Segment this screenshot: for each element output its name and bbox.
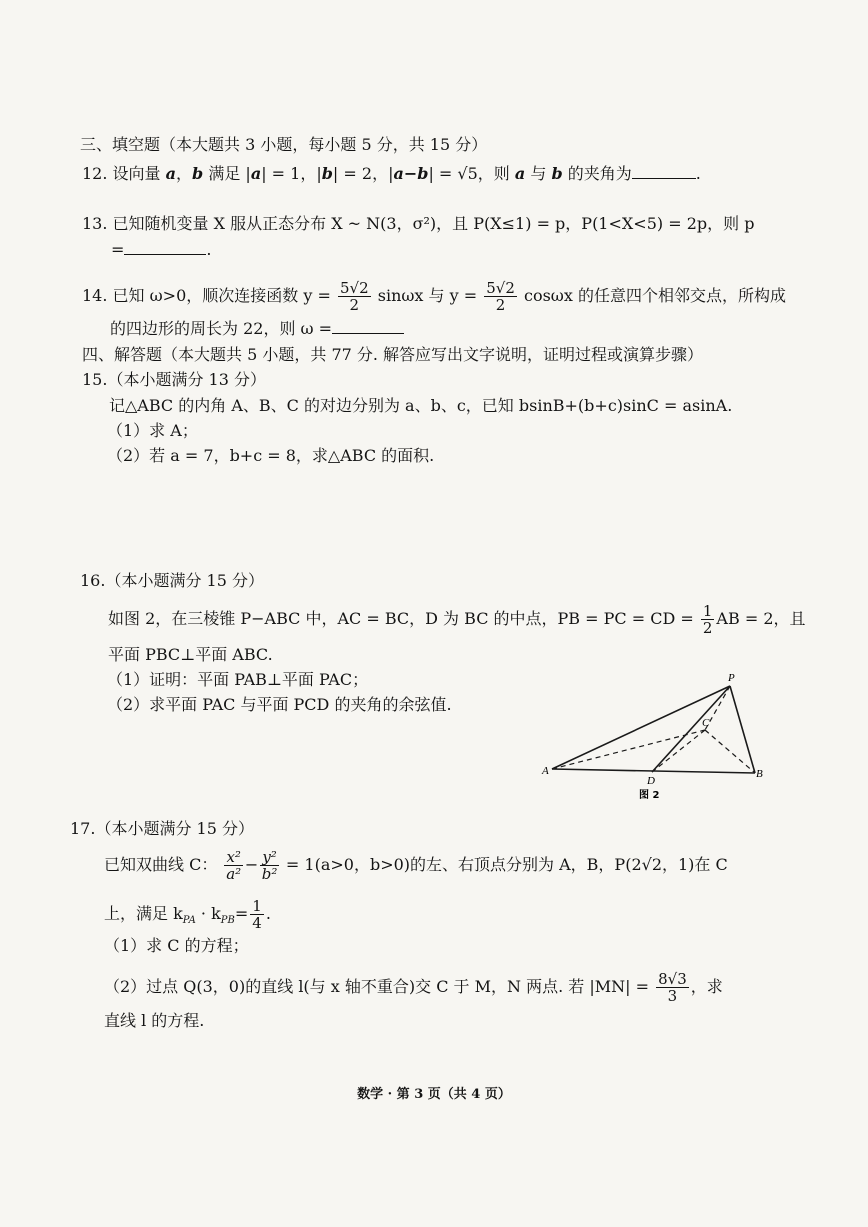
q12-text: | = 1，| xyxy=(261,164,322,183)
label-B: B xyxy=(756,768,763,780)
frac-num: x² xyxy=(226,848,241,866)
question-15-part1: （1）求 A； xyxy=(107,421,198,440)
frac-num: 8√3 xyxy=(658,970,687,988)
q13-suffix: . xyxy=(206,240,212,259)
frac-num: 5√2 xyxy=(486,279,515,297)
question-14-line2 xyxy=(110,318,404,340)
q17-text: · k xyxy=(195,904,221,923)
question-number: 16. xyxy=(80,571,106,590)
question-number: 15. xyxy=(82,370,108,389)
question-16-part1: （1）证明：平面 PAB⊥平面 PAC； xyxy=(107,670,369,689)
edge-AC-hidden xyxy=(552,730,705,769)
q14-text: 已知 ω>0，顺次连接函数 y = xyxy=(112,286,331,305)
q17-text: 上，满足 k xyxy=(104,904,183,923)
frac-num: 1 xyxy=(252,897,262,915)
page-footer: 数学 · 第 3 页（共 4 页） xyxy=(357,1087,511,1102)
vector-b: b xyxy=(192,164,204,183)
question-17-part2 xyxy=(104,970,723,1004)
q14-text: sinωx 与 y = xyxy=(377,286,478,305)
question-12: 12. 设向量 a，b 满足 |a| = 1，|b| = 2，|a−b| = √5，则 a 与 b 的夹角为 . xyxy=(82,164,701,183)
fraction xyxy=(656,971,689,1004)
question-15-stem: 记△ABC 的内角 A、B、C 的对边分别为 a、b、c，已知 bsinB+(b+c)sinC = asinA. xyxy=(109,396,733,415)
minus-sign: − xyxy=(244,855,259,874)
frac-num: 1 xyxy=(702,602,713,620)
question-15-title xyxy=(82,369,266,391)
edge-PD xyxy=(652,686,730,772)
question-17-title xyxy=(70,818,254,840)
question-score: （本小题满分 13 分） xyxy=(107,370,266,389)
label-A: A xyxy=(542,765,549,777)
frac-den: 2 xyxy=(702,619,713,637)
q12-text: 设向量 xyxy=(112,164,161,183)
question-number: 12. xyxy=(82,164,108,183)
question-17-stem xyxy=(104,845,728,885)
q13-prefix: = xyxy=(111,240,125,259)
fraction xyxy=(250,898,264,931)
edge-PB xyxy=(730,686,755,773)
frac-den: 2 xyxy=(495,296,506,314)
question-score: （本小题满分 15 分） xyxy=(105,571,264,590)
q17-text: = 1(a>0，b>0)的左、右顶点分别为 A，B，P(2√2，1)在 C xyxy=(285,855,728,874)
frac-num: 5√2 xyxy=(339,279,369,297)
question-16-part2: （2）求平面 PAC 与平面 PCD 的夹角的余弦值. xyxy=(107,695,452,714)
question-score: （本小题满分 15 分） xyxy=(95,819,254,838)
question-16-stem-line2: 平面 PBC⊥平面 ABC. xyxy=(108,645,273,664)
q17-text: . xyxy=(265,904,271,923)
subscript: PA xyxy=(182,915,196,927)
fraction xyxy=(260,849,279,882)
fraction xyxy=(484,280,517,313)
question-16-stem xyxy=(108,602,806,636)
vector-b: b xyxy=(321,164,333,183)
q14-text: cosωx 的任意四个相邻交点，所构成 xyxy=(524,286,786,305)
q16-text: AB = 2，且 xyxy=(716,609,806,628)
question-13-line2 xyxy=(111,239,212,261)
question-number: 17. xyxy=(70,819,96,838)
q12-text: 满足 | xyxy=(208,164,251,183)
q17-text: （2）过点 Q(3，0)的直线 l(与 x 轴不重合)交 C 于 M，N 两点. 若 |MN| = xyxy=(104,977,649,996)
question-15-part2: （2）若 a = 7，b+c = 8，求△ABC 的面积. xyxy=(107,446,435,465)
label-C: C xyxy=(702,717,710,729)
q16-text: 如图 2，在三棱锥 P−ABC 中，AC = BC，D 为 BC 的中点，PB = PC = CD = xyxy=(108,609,694,628)
vector-b: b xyxy=(551,164,563,183)
pyramid-figure xyxy=(540,668,770,803)
q12-text: 的夹角为 xyxy=(567,164,632,183)
frac-den: 3 xyxy=(667,987,678,1005)
answer-blank[interactable] xyxy=(332,319,404,334)
section-4-heading: 四、解答题（本大题共 5 小题，共 77 分. 解答应写出文字说明，证明过程或演算步骤） xyxy=(82,345,704,364)
frac-num: y² xyxy=(262,848,277,866)
answer-blank[interactable] xyxy=(632,164,696,179)
q17-text: = xyxy=(234,904,249,923)
fraction xyxy=(338,280,371,313)
question-13 xyxy=(82,213,754,235)
frac-den: 2 xyxy=(349,296,360,314)
question-number: 14. xyxy=(82,286,108,305)
label-D: D xyxy=(647,775,655,787)
label-P: P xyxy=(728,672,735,684)
vector-a: a xyxy=(514,164,526,183)
frac-den: 4 xyxy=(252,914,262,932)
q13-line1: 已知随机变量 X 服从正态分布 X ~ N(3，σ²)，且 P(X≤1) = p，P(1<X<5) = 2p，则 p xyxy=(112,214,755,233)
section-3-heading: 三、填空题（本大题共 3 小题，每小题 5 分，共 15 分） xyxy=(80,135,488,154)
question-number: 13. xyxy=(82,214,108,233)
question-17-line2 xyxy=(104,897,271,938)
q17-text: ，求 xyxy=(690,977,723,996)
figure-caption: 图 2 xyxy=(639,790,660,801)
answer-blank[interactable] xyxy=(124,240,206,255)
subscript: PB xyxy=(220,915,235,927)
fraction xyxy=(701,603,715,636)
question-16-title xyxy=(80,570,264,592)
frac-den: b² xyxy=(261,865,278,883)
question-17-part2-line2: 直线 l 的方程. xyxy=(104,1011,205,1030)
frac-den: a² xyxy=(226,865,242,883)
fraction xyxy=(224,849,242,882)
vector-diff: a−b xyxy=(393,164,429,183)
edge-CB-hidden xyxy=(705,730,755,773)
vector-a: a xyxy=(165,164,177,183)
q12-text: 与 xyxy=(530,164,547,183)
question-17-part1: （1）求 C 的方程； xyxy=(104,936,249,955)
q14-line2: 的四边形的周长为 22，则 ω = xyxy=(110,319,333,338)
question-14 xyxy=(82,280,786,313)
q17-text: 已知双曲线 C： xyxy=(104,855,218,874)
q12-text: | = √5，则 xyxy=(428,164,510,183)
vector-a: a xyxy=(250,164,262,183)
q12-text: | = 2，| xyxy=(332,164,394,183)
q12-end: . xyxy=(695,164,701,183)
